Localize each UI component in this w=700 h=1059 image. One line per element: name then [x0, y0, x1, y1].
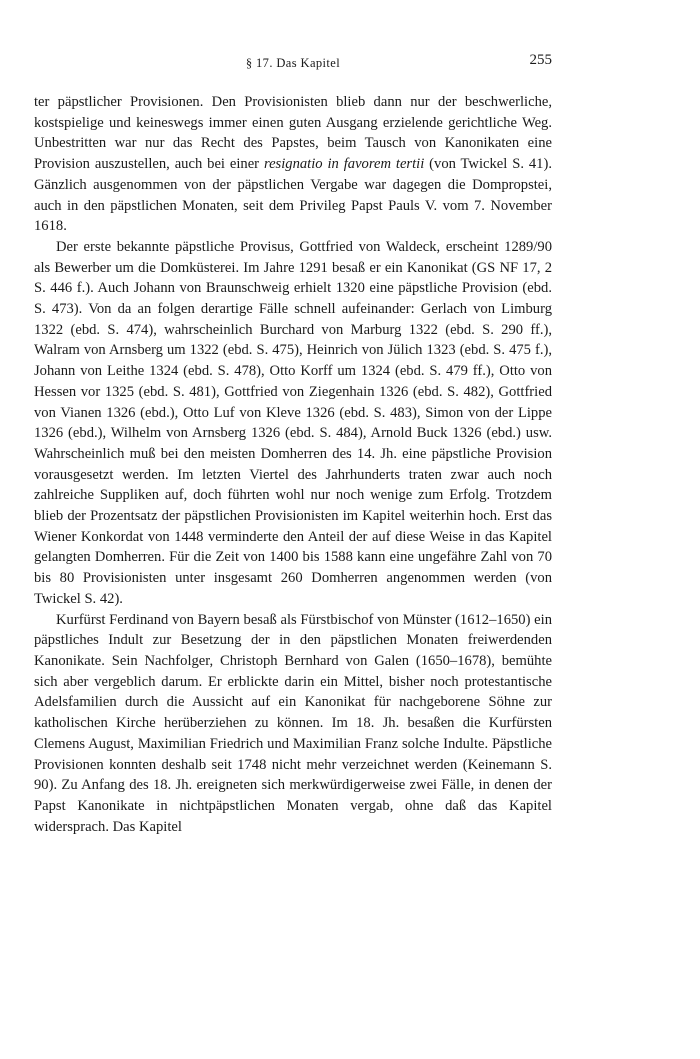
paragraph-continuation — [34, 92, 552, 237]
paragraph: Der erste bekannte päpstliche Provisus, Gottfried von Waldeck, erscheint 1289/90 als Bewerber um die Domküsterei. Im Jahre 1291 besaß er ein Kanonikat (GS NF 17, 2 S. 446 f.). Auch Johann von Braunschweig erhielt 1320 eine päpstliche Provision (ebd. S. 473). Von da an folgen derartige Fälle schnell aufeinander: Gerlach von Limburg 1322 (ebd. S. 474), wahrscheinlich Burchard von Marburg 1322 (ebd. S. 290 ff.), Walram von Arnsberg um 1322 (ebd. S. 475), Heinrich von Jülich 1323 (ebd. S. 475 f.), Johann von Leithe 1324 (ebd. S. 478), Otto Korff um 1324 (ebd. S. 479 ff.), Otto von Hessen vor 1325 (ebd. S. 481), Gottfried von Ziegenhain 1326 (ebd. S. 482), Gottfried von Vianen 1326 (ebd.), Otto Luf von Kleve 1326 (ebd. S. 483), Simon von der Lippe 1326 (ebd.), Wilhelm von Arnsberg 1326 (ebd. S. 484), Arnold Buck 1326 (ebd.) usw. Wahrscheinlich muß bei den meisten Domherren des 14. Jh. eine päpstliche Provision vorausgesetzt werden. Im letzten Viertel des Jahrhunderts traten zwar auch noch zahlreiche Suppliken auf, doch führten wohl nur noch wenige zum Erfolg. Trotzdem blieb der Prozentsatz der päpstlichen Provisionisten im Kapitel weiterhin hoch. Erst das Wiener Konkordat von 1448 verminderte den Anteil der auf diese Weise in das Kapitel gelangten Domherren. Für die Zeit von 1400 bis 1588 kann eine ungefähre Zahl von 70 bis 80 Provisionisten unter insgesamt 260 Domherren angenommen werden (von Twickel S. 42). — [34, 238, 552, 607]
running-head — [34, 52, 552, 76]
paragraph-text: ter päpstlicher Provisionen. Den Provisionisten blieb dann nur der beschwerliche, kostspielige und keineswegs immer einen guten Ausgang erzielende gerichtliche Weg. Unbestritten war nur das Recht des Papstes, beim Tausch von Kanonikaten eine Provision auszustellen, auch bei einer — [34, 94, 552, 173]
paragraph: Kurfürst Ferdinand von Bayern besaß als Fürstbischof von Münster (1612–1650) ein päpstliches Indult zur Besetzung der in den päpstlichen Monaten freiwerdenden Kanonikate. Sein Nachfolger, Christoph Bernhard von Galen (1650–1678), bemühte sich aber vergeblich darum. Er erblickte darin ein Mittel, bisher noch protestantische Adelsfamilien durch die Aussicht auf ein Kanonikat für nachgeborene Söhne zur katholischen Kirche herüberziehen zu können. Im 18. Jh. besaßen die Kurfürsten Clemens August, Maximilian Friedrich und Maximilian Franz solche Indulte. Päpstliche Provisionen konnten deshalb seit 1748 nicht mehr verzeichnet werden (Keinemann S. 90). Zu Anfang des 18. Jh. ereigneten sich merkwürdigerweise zwei Fälle, in denen der Papst Kanonikate in nichtpäpstlichen Monaten vergab, ohne daß das Kapitel widersprach. Das Kapitel — [34, 611, 552, 835]
running-title: § 17. Das Kapitel — [245, 56, 341, 70]
paragraph-text: (von Twickel S. 41). Gänzlich ausgenommen von der päpstlichen Vergabe war dagegen die Dompropstei, auch in den päpstlichen Monaten, seit dem Privileg Papst Pauls V. vom 7. November 1618. — [34, 156, 552, 235]
page-number: 255 — [529, 52, 552, 68]
body-text — [34, 92, 552, 837]
latin-phrase: resignatio in favorem tertii — [263, 156, 425, 173]
